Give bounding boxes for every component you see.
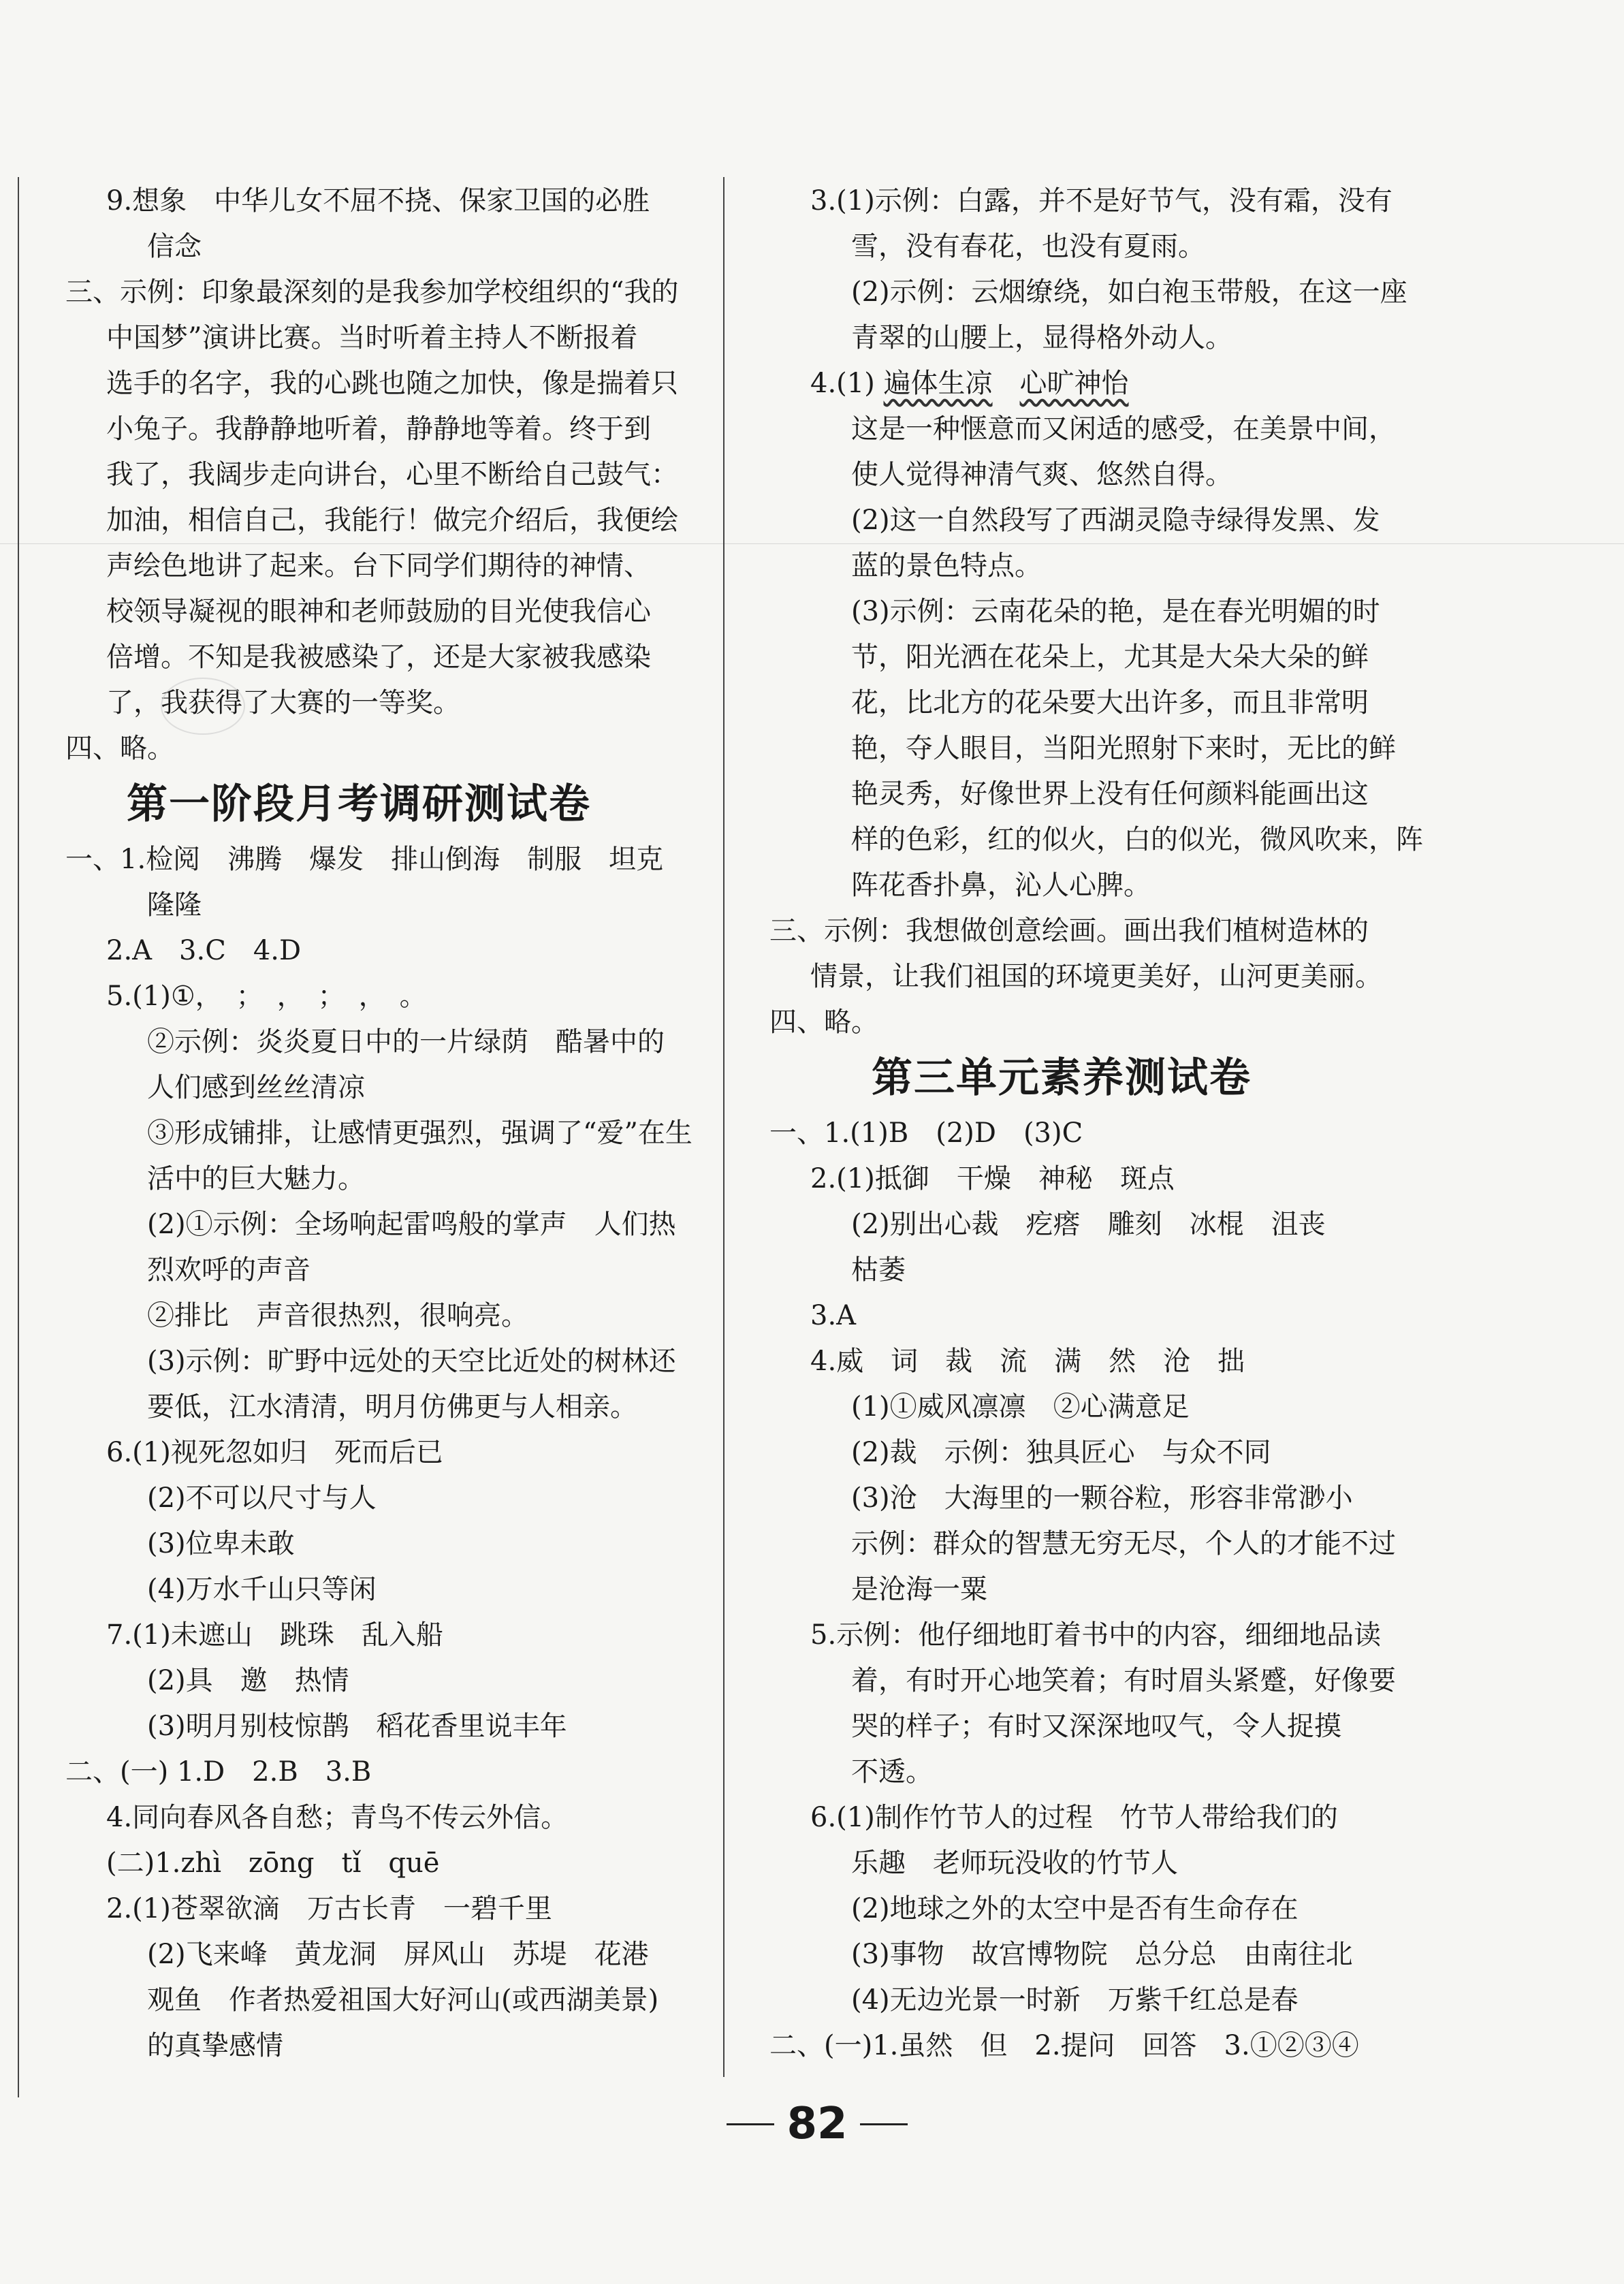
right-column bbox=[769, 178, 1450, 2069]
answer-line: ②排比 声音很热烈，很响亮。 bbox=[147, 1300, 528, 1331]
answer-line: 二、(一)1.虽然 但 2.提问 回答 3.①②③④ bbox=[769, 2030, 1359, 2061]
wavy-underlined-word: 心旷神怡 bbox=[1019, 368, 1129, 399]
answer-line: 情景，让我们祖国的环境更美好，山河更美丽。 bbox=[810, 961, 1382, 992]
answer-line: 隆隆 bbox=[147, 889, 202, 921]
answer-line: (2)这一自然段写了西湖灵隐寺绿得发黑、发 bbox=[851, 505, 1380, 536]
left-margin-rule bbox=[18, 177, 19, 2097]
answer-line: (2)飞来峰 黄龙洞 屏风山 苏堤 花港 bbox=[147, 1939, 649, 1970]
answer-line: 4.威 词 裁 流 满 然 沧 拙 bbox=[810, 1346, 1245, 1377]
answer-line: 艳，夺人眼目，当阳光照射下来时，无比的鲜 bbox=[851, 733, 1396, 764]
answer-line: 着，有时开心地笑着；有时眉头紧蹙，好像要 bbox=[851, 1665, 1396, 1696]
answer-line: 我了，我阔步走向讲台，心里不断给自己鼓气： bbox=[106, 459, 678, 490]
answer-line: (3)事物 故宫博物院 总分总 由南往北 bbox=[851, 1939, 1353, 1970]
section-title: 第三单元素养测试卷 bbox=[872, 1054, 1252, 1102]
answer-line: ③形成铺排，让感情更强烈，强调了“爱”在生 bbox=[147, 1117, 692, 1149]
answer-line: 中国梦”演讲比赛。当时听着主持人不断报着 bbox=[106, 322, 638, 353]
answer-line: 枯萎 bbox=[851, 1254, 906, 1286]
answer-line: (3)位卑未敢 bbox=[147, 1528, 295, 1559]
answer-line: 二、(一) 1.D 2.B 3.B bbox=[65, 1756, 372, 1788]
answer-line: 花，比北方的花朵要大出许多，而且非常明 bbox=[851, 687, 1369, 718]
answer-line: 这是一种惬意而又闲适的感受，在美景中间， bbox=[851, 413, 1396, 445]
footer-dash-right bbox=[860, 2123, 908, 2125]
answer-line: (2)别出心裁 疙瘩 雕刻 冰棍 沮丧 bbox=[851, 1209, 1326, 1240]
answer-line: 的真挚感情 bbox=[147, 2030, 283, 2061]
answer-line: 青翠的山腰上，显得格外动人。 bbox=[851, 322, 1232, 353]
answer-line: ②示例：炎炎夏日中的一片绿荫 酷暑中的 bbox=[147, 1026, 665, 1058]
answer-line: 选手的名字，我的心跳也随之加快，像是揣着只 bbox=[106, 368, 678, 399]
answer-line: (4)无边光景一时新 万紫千红总是春 bbox=[851, 1984, 1299, 2016]
answer-line: (2)裁 示例：独具匠心 与众不同 bbox=[851, 1437, 1271, 1468]
answer-line: (2)示例：云烟缭绕，如白袍玉带般，在这一座 bbox=[851, 276, 1407, 308]
answer-line: 观鱼 作者热爱祖国大好河山(或西湖美景) bbox=[147, 1984, 659, 2016]
answer-line: 四、略。 bbox=[65, 733, 174, 764]
answer-line: 蓝的景色特点。 bbox=[851, 550, 1042, 582]
answer-line: 雪，没有春花，也没有夏雨。 bbox=[851, 231, 1205, 262]
footer-dash-left bbox=[727, 2123, 774, 2125]
answer-line: 声绘色地讲了起来。台下同学们期待的神情、 bbox=[106, 550, 651, 582]
answer-line: (2)地球之外的太空中是否有生命存在 bbox=[851, 1893, 1299, 1924]
line-prefix: 4.(1) bbox=[810, 368, 884, 399]
answer-line: 小兔子。我静静地听着，静静地等着。终于到 bbox=[106, 413, 651, 445]
answer-line: (3)示例：云南花朵的艳，是在春光明媚的时 bbox=[851, 596, 1380, 627]
answer-line: 人们感到丝丝清凉 bbox=[147, 1072, 365, 1103]
left-column bbox=[65, 178, 719, 2069]
answer-line: 一、1.检阅 沸腾 爆发 排山倒海 制服 坦克 bbox=[65, 844, 664, 875]
answer-line: 5.(1)①， ； ， ； ， 。 bbox=[106, 981, 427, 1012]
answer-line: 哭的样子；有时又深深地叹气，令人捉摸 bbox=[851, 1711, 1341, 1742]
answer-line: 艳灵秀，好像世界上没有任何颜料能画出这 bbox=[851, 778, 1369, 810]
answer-line: 不透。 bbox=[851, 1756, 933, 1788]
answer-line: 校领导凝视的眼神和老师鼓励的目光使我信心 bbox=[106, 596, 651, 627]
answer-line: 6.(1)视死忽如归 死而后已 bbox=[106, 1437, 443, 1468]
answer-line: 阵花香扑鼻，沁人心脾。 bbox=[851, 870, 1151, 901]
answer-line: 2.(1)苍翠欲滴 万古长青 一碧千里 bbox=[106, 1893, 552, 1924]
answer-line: 2.(1)抵御 干燥 神秘 斑点 bbox=[810, 1163, 1175, 1194]
answer-line: 是沧海一粟 bbox=[851, 1574, 987, 1605]
answer-line: 活中的巨大魅力。 bbox=[147, 1163, 365, 1194]
watermark-stamp bbox=[161, 678, 245, 735]
answer-line: (3)沧 大海里的一颗谷粒，形容非常渺小 bbox=[851, 1482, 1353, 1514]
answer-line: (3)明月别枝惊鹊 稻花香里说丰年 bbox=[147, 1711, 567, 1742]
answer-line: (2)①示例：全场响起雷鸣般的掌声 人们热 bbox=[147, 1209, 676, 1240]
page-number: 82 bbox=[786, 2099, 848, 2149]
answer-line: 2.A 3.C 4.D bbox=[106, 935, 302, 966]
answer-line: 一、1.(1)B (2)D (3)C bbox=[769, 1117, 1083, 1149]
answer-line: 了，我获得了大赛的一等奖。 bbox=[106, 687, 460, 718]
answer-line: 烈欢呼的声音 bbox=[147, 1254, 311, 1286]
answer-line: 倍增。不知是我被感染了，还是大家被我感染 bbox=[106, 641, 651, 673]
answer-line: 四、略。 bbox=[769, 1006, 878, 1038]
page-footer bbox=[647, 2099, 987, 2149]
answer-line: 使人觉得神清气爽、悠然自得。 bbox=[851, 459, 1232, 490]
answer-line: (4)万水千山只等闲 bbox=[147, 1574, 377, 1605]
answer-line: 示例：群众的智慧无穷无尽，个人的才能不过 bbox=[851, 1528, 1396, 1559]
answer-line: 样的色彩，红的似火，白的似光，微风吹来，阵 bbox=[851, 824, 1423, 855]
answer-line: 3.(1)示例：白露，并不是好节气，没有霜，没有 bbox=[810, 185, 1392, 217]
answer-line: (3)示例：旷野中远处的天空比近处的树林还 bbox=[147, 1346, 676, 1377]
answer-line: 9.想象 中华儿女不屈不挠、保家卫国的必胜 bbox=[106, 185, 650, 217]
answer-line bbox=[769, 361, 1450, 407]
answer-line: 三、示例：印象最深刻的是我参加学校组织的“我的 bbox=[65, 276, 679, 308]
answer-line: 7.(1)未遮山 跳珠 乱入船 bbox=[106, 1619, 443, 1651]
answer-line: (2)具 邀 热情 bbox=[147, 1665, 349, 1696]
answer-line: 乐趣 老师玩没收的竹节人 bbox=[851, 1847, 1178, 1879]
answer-line: 三、示例：我想做创意绘画。画出我们植树造林的 bbox=[769, 915, 1369, 947]
answer-line: 加油，相信自己，我能行！做完介绍后，我便绘 bbox=[106, 505, 678, 536]
answer-line: 要低，江水清清，明月仿佛更与人相亲。 bbox=[147, 1391, 637, 1423]
word-gap bbox=[993, 368, 1020, 399]
column-divider bbox=[723, 177, 725, 2077]
answer-line: 信念 bbox=[147, 231, 202, 262]
answer-line: 节，阳光洒在花朵上，尤其是大朵大朵的鲜 bbox=[851, 641, 1369, 673]
answer-line: (二)1.zhì zōng tǐ quē bbox=[106, 1847, 440, 1879]
answer-line: (2)不可以尺寸与人 bbox=[147, 1482, 377, 1514]
answer-line: 3.A bbox=[810, 1300, 857, 1331]
answer-line: 6.(1)制作竹节人的过程 竹节人带给我们的 bbox=[810, 1802, 1338, 1833]
answer-line: (1)①威风凛凛 ②心满意足 bbox=[851, 1391, 1190, 1423]
answer-line: 4.同向春风各自愁；青鸟不传云外信。 bbox=[106, 1802, 569, 1833]
section-title: 第一阶段月考调研测试卷 bbox=[127, 780, 591, 828]
wavy-underlined-word: 遍体生凉 bbox=[883, 368, 993, 399]
answer-line: 5.示例：他仔细地盯着书中的内容，细细地品读 bbox=[810, 1619, 1382, 1651]
